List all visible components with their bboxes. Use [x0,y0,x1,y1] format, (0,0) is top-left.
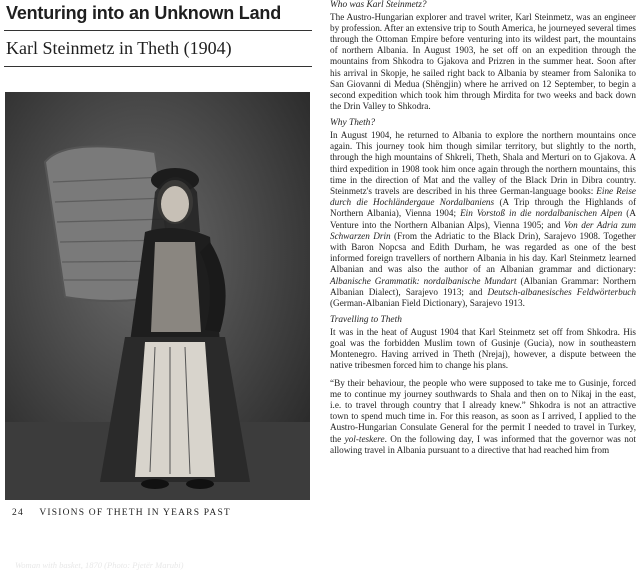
text-span: (A Venture into the Northern Albanian Alps), Vienna 1905; and [330,208,636,230]
section-title: Karl Steinmetz in Theth (1904) [6,38,232,58]
book-title: Eine Reise durch die Hochländergaue Nordalbaniens [330,186,636,208]
left-page [0,0,318,570]
book-title: Ein Vorstoß in die nordalbanischen Alpen [460,208,623,219]
photo-caption: Woman with basket, 1870 (Photo: Pjetër Marubi) [15,560,184,570]
text-span: (From the Adriatic to the Black Drin), Sarajevo 1908. Together with Baron Nopcsa and Edith Durham, he was regarded as one of the best informed foreign travellers of northern Albania in his day. Karl Steinmetz learned Albanian and was also the author of an Albanian grammar and dictionary: [330,230,636,275]
book-title: Von der Adria zum Schwarzen Drin [330,219,637,241]
photo-illustration [5,92,310,500]
paragraph-quote [330,378,636,456]
book-title: Deutsch-albanesisches Feldwörterbuch [487,286,636,297]
title-rule-top [4,30,312,31]
text-span: “By their behaviour, the people who were supposed to take me to Gusinje, forced me to continue my journey southwards to Shala and then on to Nikaj in the east, i.e. to travel through country that I already knew.” Shkodra is not an attractive town to spend much time in. For this reason, as soon as I arrived, I applied to the Austro-Hungarian Consulate General for the permit I needed to travel in Turkey, the [330,377,636,444]
right-page-text [330,0,636,528]
heading-who-was: Who was Karl Steinmetz? [330,0,427,10]
heading-travelling: Travelling to Theth [330,315,402,326]
paragraph-travelling: It was in the heat of August 1904 that Karl Steinmetz set off from Shkodra. His goal was the forbidden Muslim town of Gusinje (Gucia), now in southeastern Montenegro. Having arrived in Theth (Nrejaj), however, a dispute between the native tribesmen forced him to change his plans. [330,326,636,371]
text-span: . On the following day, I was informed that the governor was not allowing travel in Albania pursuant to a directive that had reached him from [330,433,636,455]
chapter-title: Venturing into an Unknown Land [6,3,281,23]
page-number: 24 [12,508,24,518]
page-footer [12,508,231,518]
paragraph-who-was: The Austro-Hungarian explorer and travel writer, Karl Steinmetz, was an engineer by profession. After an extensive trip to South America, he journeyed several times through the Ottoman Empire before venturing into its wildest part, the mountains of northern Albania. In August 1903, he set off on an expedition through the mountains from Shkodra to Gjakova and Prizren in the summer heat. Soon after his arrival in Skopje, he sailed right back to Albania by steamer from Salonika to San Giovanni di Medua (Shëngjin) where he arrived on 12 September, to begin a second expedition which took him through Mirdita for two weeks and back down the Drin Valley to Shkodra. [330,11,636,112]
text-span: (A Trip through the Highlands of Northern Albania), Vienna 1904; [330,197,637,219]
term-italic: yol-teskere [344,433,385,444]
heading-why-theth: Why Theth? [330,118,376,129]
book-title: Albanische Grammatik: nordalbanische Mundart [330,275,517,286]
paragraph-why-theth [330,130,636,309]
running-footer: VISIONS OF THETH IN YEARS PAST [39,508,231,518]
title-rule-bottom [4,66,312,67]
text-span: (German-Albanian Field Dictionary), Sarajevo 1913. [330,298,525,309]
text-span: In August 1904, he returned to Albania to explore the northern mountains once again. This journey took him though similar territory, but slightly to the north, through the high mountains of Shkreli, Theth, Shala and Merturi on to Gjakova. A third expedition in 1908 took him once again through the northern mountains, this time in the direction of Mat and the valley of the Black Drin in Dibra country. Steinmetz's travels are described in his three German-language books: [330,130,636,197]
text-span: (Albanian Grammar: Northern Albanian Dialect), Sarajevo 1913; and [330,275,636,297]
